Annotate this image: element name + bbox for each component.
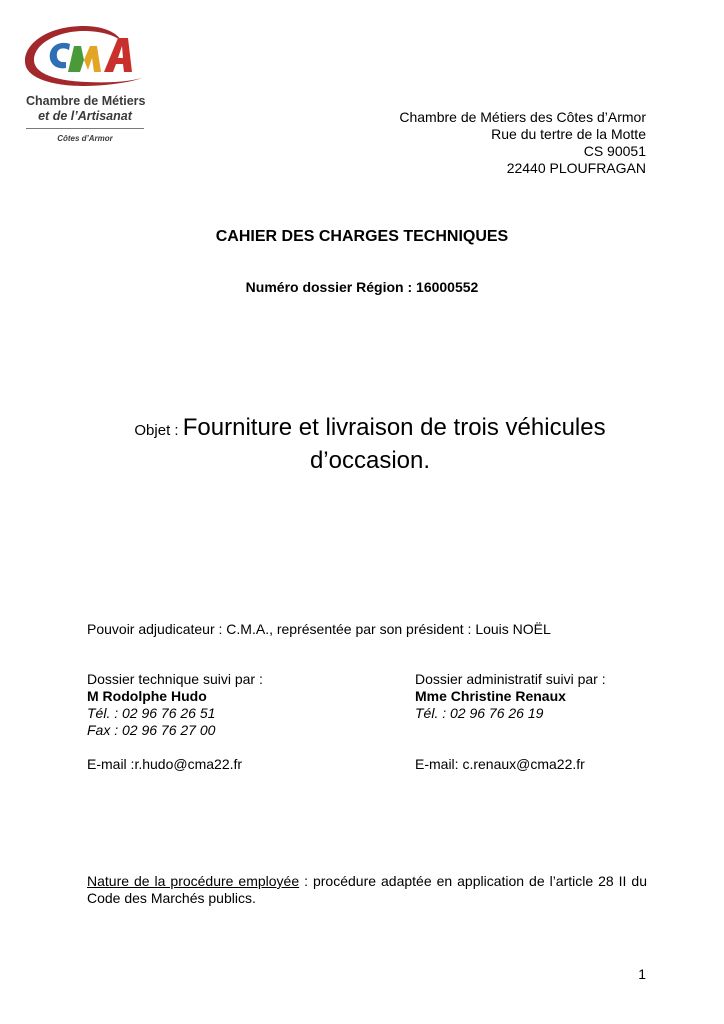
administratif-heading: Dossier administratif suivi par : — [415, 671, 606, 687]
logo-text-line1: Chambre de Métiers — [26, 94, 146, 108]
nature-label: Nature de la procédure employée — [87, 873, 300, 889]
objet-block — [100, 413, 640, 476]
logo-divider — [26, 128, 144, 129]
address-block — [399, 109, 646, 177]
address-line4: 22440 PLOUFRAGAN — [506, 160, 646, 176]
logo-text-line2: et de l’Artisanat — [38, 109, 132, 123]
pouvoir-adjudicateur: Pouvoir adjudicateur : C.M.A., représentée par son président : Louis NOËL — [87, 621, 551, 637]
technique-contact — [87, 671, 263, 773]
dossier-region-number: Numéro dossier Région : 16000552 — [245, 279, 479, 295]
objet-line1: Fourniture et livraison de trois véhicules — [182, 414, 606, 441]
address-line3: CS 90051 — [583, 143, 646, 159]
cma-logo-mark — [25, 26, 142, 86]
logo-letter-a — [104, 38, 132, 72]
technique-name: M Rodolphe Hudo — [87, 688, 207, 704]
technique-tel: Tél. : 02 96 76 26 51 — [87, 705, 216, 721]
cma-logo — [22, 22, 146, 150]
logo-letter-m-right — [84, 46, 101, 72]
technique-email: E-mail :r.hudo@cma22.fr — [87, 756, 243, 772]
objet-line2: d’occasion. — [309, 447, 431, 474]
address-line2: Rue du tertre de la Motte — [491, 126, 646, 142]
technique-heading: Dossier technique suivi par : — [87, 671, 263, 687]
nature-text: : procédure adaptée en application de l’article 28 II du Code des Marchés publics. — [87, 873, 647, 906]
administratif-name: Mme Christine Renaux — [415, 688, 566, 704]
document-title: CAHIER DES CHARGES TECHNIQUES — [215, 228, 509, 245]
address-line1: Chambre de Métiers des Côtes d’Armor — [399, 109, 646, 125]
objet-label: Objet : — [134, 422, 183, 439]
logo-letter-c — [50, 43, 70, 68]
logo-letter-m-left — [68, 46, 84, 72]
page-number: 1 — [638, 966, 646, 982]
administratif-email: E-mail: c.renaux@cma22.fr — [415, 756, 585, 772]
administratif-tel: Tél. : 02 96 76 26 19 — [415, 705, 544, 721]
administratif-contact — [415, 671, 606, 773]
technique-fax: Fax : 02 96 76 27 00 — [87, 722, 216, 738]
nature-procedure — [87, 873, 647, 907]
logo-subtitle: Côtes d’Armor — [57, 134, 113, 143]
